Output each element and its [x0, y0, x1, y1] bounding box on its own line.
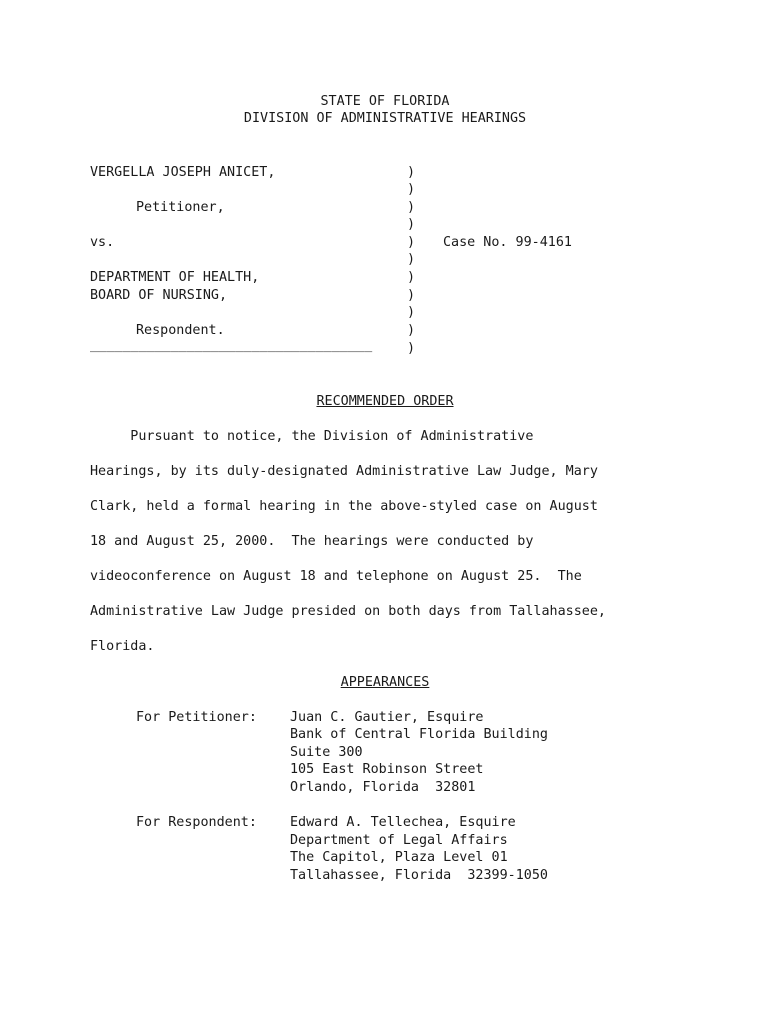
petitioner-counsel-line: 105 East Robinson Street: [290, 762, 484, 777]
petitioner-counsel-line: Bank of Central Florida Building: [290, 727, 548, 742]
body-line: Administrative Law Judge presided on both days from Tallahassee,: [90, 604, 606, 619]
respondent-role: Respondent.: [136, 323, 225, 338]
petitioner-counsel-line: Juan C. Gautier, Esquire: [290, 710, 484, 725]
body-line: Clark, held a formal hearing in the above-styled case on August: [90, 499, 598, 514]
respondent-name-line1: DEPARTMENT OF HEALTH,: [90, 270, 260, 285]
caption-paren: ): [407, 235, 416, 250]
caption-paren: ): [407, 341, 416, 356]
petitioner-counsel-line: Orlando, Florida 32801: [290, 780, 476, 795]
caption-paren: ): [407, 323, 416, 338]
order-title: RECOMMENDED ORDER: [316, 394, 454, 409]
body-line: Pursuant to notice, the Division of Administrative: [90, 429, 534, 444]
petitioner-counsel-label: For Petitioner:: [136, 710, 257, 725]
caption-paren: ): [407, 182, 416, 197]
body-line: Florida.: [90, 639, 155, 654]
respondent-counsel-label: For Respondent:: [136, 815, 257, 830]
respondent-name-line2: BOARD OF NURSING,: [90, 288, 228, 303]
header-division: DIVISION OF ADMINISTRATIVE HEARINGS: [243, 111, 527, 126]
caption-paren: ): [407, 165, 416, 180]
caption-paren: ): [407, 305, 416, 320]
caption-paren: ): [407, 217, 416, 232]
header-state: STATE OF FLORIDA: [320, 94, 450, 109]
body-line: Hearings, by its duly-designated Administrative Law Judge, Mary: [90, 464, 598, 479]
caption-paren: ): [407, 270, 416, 285]
body-line: 18 and August 25, 2000. The hearings were conducted by: [90, 534, 534, 549]
petitioner-role: Petitioner,: [136, 200, 225, 215]
body-line: videoconference on August 18 and telephone on August 25. The: [90, 569, 582, 584]
caption-separator: ___________________________________: [90, 338, 373, 353]
respondent-counsel-line: The Capitol, Plaza Level 01: [290, 850, 508, 865]
versus: vs.: [90, 235, 115, 250]
caption-paren: ): [407, 288, 416, 303]
respondent-counsel-line: Department of Legal Affairs: [290, 833, 508, 848]
caption-paren: ): [407, 200, 416, 215]
respondent-counsel-line: Tallahassee, Florida 32399-1050: [290, 868, 548, 883]
petitioner-counsel-line: Suite 300: [290, 745, 363, 760]
appearances-title: APPEARANCES: [340, 675, 430, 690]
case-number: Case No. 99-4161: [443, 235, 572, 250]
respondent-counsel-line: Edward A. Tellechea, Esquire: [290, 815, 516, 830]
petitioner-name: VERGELLA JOSEPH ANICET,: [90, 165, 276, 180]
caption-paren: ): [407, 252, 416, 267]
